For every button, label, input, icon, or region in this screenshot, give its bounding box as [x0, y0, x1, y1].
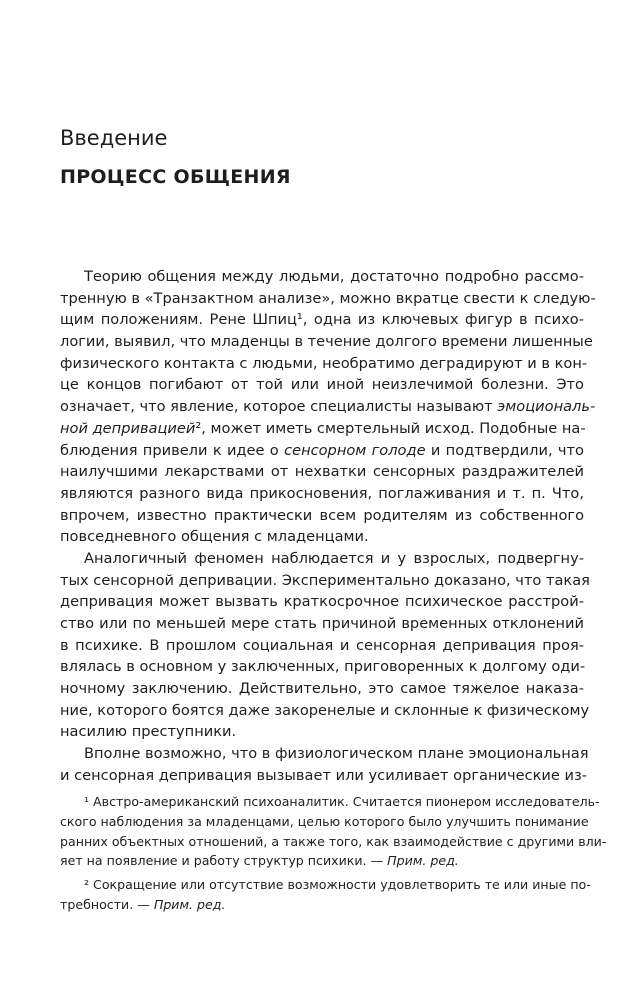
text-run: ние, которого боятся даже закоренелые и склонные к физическому: [60, 701, 590, 719]
body-line: [60, 505, 584, 527]
text-run: ранних объектных отношений, а также того, как взаимодействие с другими вли-: [60, 833, 607, 849]
text-run: Вполне возможно, что в физиологическом плане эмоциональная: [84, 745, 589, 763]
body-line: [60, 743, 589, 765]
text-run: впрочем, известно практически всем родителям из собственного: [60, 506, 584, 524]
text-run: ¹ Австро-американский психоаналитик. Считается пионером исследователь-: [84, 794, 600, 809]
text-run: Аналогичный феномен наблюдается и у взрослых, подвергну-: [84, 549, 584, 567]
footnote-line: [60, 812, 589, 832]
text-run: блюдения привели к идее о: [60, 441, 285, 459]
body-line: [60, 548, 584, 570]
italic-text: Прим. ред.: [153, 896, 226, 912]
body-line: [60, 396, 596, 418]
body-line: [60, 461, 584, 483]
text-run: ского наблюдения за младенцами, целью которого было улучшить понимание: [60, 813, 589, 829]
body-line: [60, 635, 584, 657]
body-line: [60, 309, 584, 331]
footnote-line: [60, 832, 607, 852]
footnote-line: [60, 792, 600, 812]
footnote-line: [60, 895, 584, 915]
text-run: повседневного общения с младенцами.: [60, 528, 369, 546]
text-run: Теорию общения между людьми, достаточно подробно рассмо-: [84, 268, 584, 285]
text-run: тренную в «Транзактном анализе», можно вкратце свести к следую-: [60, 289, 596, 307]
body-line: [60, 721, 584, 743]
body-line: [60, 700, 590, 722]
text-run: ство или по меньшей мере стать причиной временных отклонений: [60, 615, 584, 632]
text-run: наилучшими лекарствами от нехватки сенсорных раздражителей: [60, 463, 584, 481]
text-run: в психике. В прошлом социальная и сенсорная депривация проя-: [60, 636, 584, 654]
body-line: [60, 483, 584, 505]
body-line: [60, 353, 588, 375]
text-run: тых сенсорной депривации. Экспериментально доказано, что такая: [60, 571, 590, 589]
body-line: [60, 526, 584, 548]
footnote: [60, 792, 607, 871]
body-line: [60, 678, 584, 700]
chapter-subtitle: ПРОЦЕСС ОБЩЕНИЯ: [60, 166, 291, 188]
body-line: [60, 613, 584, 635]
footnotes: [60, 792, 607, 915]
body-line: [60, 374, 584, 396]
body-line: [60, 418, 584, 440]
text-run: депривация может вызвать краткосрочное психическое расстрой-: [60, 593, 584, 611]
text-run: означает, что явление, которое специалисты называют: [60, 398, 498, 416]
text-run: це концов погибают от той или иной неизлечимой болезни. Это: [60, 376, 584, 394]
footnote-line: [60, 875, 591, 895]
body-line: [60, 570, 590, 592]
italic-text: эмоциональ-: [497, 398, 596, 416]
footnote: [60, 875, 591, 915]
text-run: яет на появление и работу структур психики. —: [60, 853, 388, 869]
italic-text: сенсорном голоде: [284, 441, 426, 459]
text-run: ², может иметь смертельный исход. Подобные на-: [195, 419, 586, 437]
footnote-line: [60, 851, 584, 871]
italic-text: ной депривацией: [60, 419, 196, 437]
text-run: щим положениям. Рене Шпиц¹, одна из ключевых фигур в психо-: [60, 311, 584, 329]
text-run: насилию преступники.: [60, 723, 237, 741]
text-run: ночному заключению. Действительно, это самое тяжелое наказа-: [60, 680, 584, 698]
chapter-title: Введение: [60, 126, 168, 150]
text-run: являются разного вида прикосновения, поглаживания и т. п. Что,: [60, 484, 584, 502]
text-run: и сенсорная депривация вызывает или усиливает органические из-: [60, 766, 588, 784]
body-line: [60, 440, 584, 462]
text-run: физического контакта с людьми, необратимо деградируют и в кон-: [60, 354, 588, 372]
body-line: [60, 656, 584, 678]
text-run: ² Сокращение или отсутствие возможности удовлетворить те или иные по-: [84, 877, 591, 893]
body-text: [60, 266, 596, 787]
text-run: требности. —: [60, 896, 154, 912]
book-page: [60, 0, 607, 1000]
body-line: [60, 331, 593, 353]
body-line: [60, 765, 588, 787]
body-line: [60, 288, 596, 310]
text-run: и подтвердили, что: [425, 441, 584, 459]
text-run: влялась в основном у заключенных, приговоренных к долгому оди-: [60, 658, 586, 676]
body-line: [60, 591, 584, 613]
italic-text: Прим. ред.: [387, 853, 459, 869]
text-run: логии, выявил, что младенцы в течение долгого времени лишенные: [60, 333, 593, 351]
body-line: [60, 266, 584, 288]
